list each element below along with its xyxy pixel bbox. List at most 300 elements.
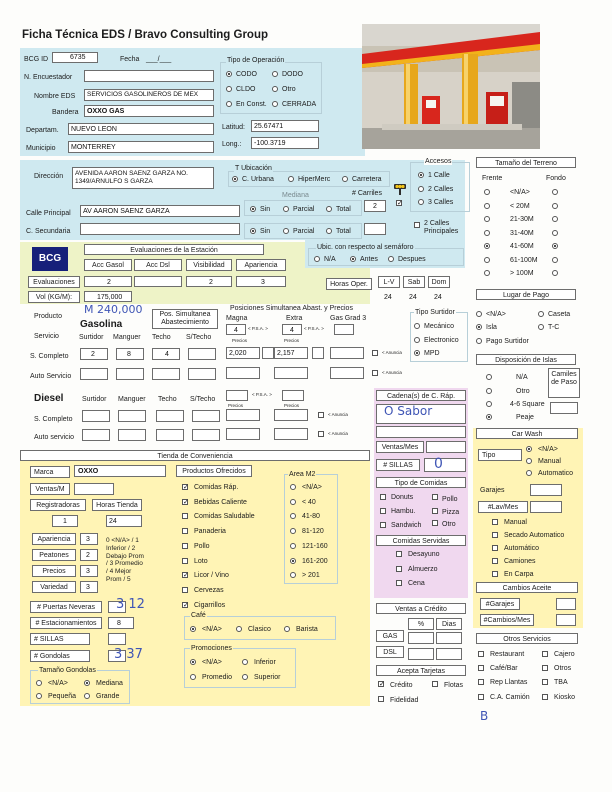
cadena-sillas-field[interactable] <box>424 458 466 472</box>
dsl-auto-manguer-field[interactable] <box>118 429 146 441</box>
footer-handwritten: B <box>480 709 489 723</box>
check-producto-cervezas[interactable] <box>182 587 188 593</box>
radio-mediana-parcial-2[interactable] <box>283 228 289 234</box>
horas-sab-value[interactable]: 24 <box>409 294 417 301</box>
label-electronico: Electronico <box>424 337 459 344</box>
radio-mediana-total-1[interactable] <box>326 206 332 212</box>
gas-auto-extra-field[interactable] <box>274 367 308 379</box>
label-mpd: MPD <box>424 350 440 357</box>
label-cafe-barista: Barista <box>296 626 318 633</box>
label-promo-superior: Superior <box>254 674 281 681</box>
cambios-mes-field[interactable] <box>556 614 576 626</box>
dsl-auto-anuncia-label: < Anuncia <box>328 431 348 436</box>
gas-manguer-field[interactable]: 8 <box>116 348 144 360</box>
ventas-m-field[interactable] <box>74 483 114 495</box>
radio-fondo-20m[interactable] <box>552 203 558 209</box>
gas-auto-anuncia-check[interactable] <box>372 370 378 376</box>
radio-carwash-automatico[interactable] <box>526 470 532 476</box>
marca-field[interactable]: OXXO <box>74 465 166 477</box>
label-cw-automatico: Automático <box>504 545 540 552</box>
label-kiosko: Kiosko <box>554 694 576 701</box>
radio-semaforo-na[interactable] <box>314 256 320 262</box>
dsl-col-techo: Techo <box>158 396 177 403</box>
check-producto-comidas-r-p[interactable] <box>182 484 188 490</box>
radio-semaforo-despues[interactable] <box>388 256 394 262</box>
check-rep-llantas[interactable] <box>478 679 484 685</box>
eval-acc-gasol-field[interactable]: 2 <box>84 276 132 287</box>
dsl-auto-anuncia-check[interactable] <box>318 431 324 437</box>
pos-simultanea-label: Pos. Simultanea Abastecimiento <box>152 309 218 329</box>
radio-frente-n-a[interactable] <box>484 189 490 195</box>
dsl-stecho-field[interactable] <box>192 410 220 422</box>
radio-fondo-61-100m[interactable] <box>552 257 558 263</box>
label-gondolas-pequena: Pequeña <box>48 693 77 700</box>
label-codo: CODO <box>236 71 257 78</box>
cadena-sillas-label: # SILLAS <box>376 459 420 471</box>
dsl-s-completo-label: S. Completo <box>34 416 73 423</box>
eval-col-acc-dsl: Acc Dsl <box>134 259 182 271</box>
radio-semaforo-antes[interactable] <box>350 256 356 262</box>
check-otro-comida[interactable] <box>432 520 438 526</box>
label-mediana-sin-2: Sin <box>260 228 271 235</box>
dsl-col-stecho: S/Techo <box>190 396 216 403</box>
radio-carwash-na[interactable] <box>526 446 532 452</box>
label-pago-isla: Isla <box>486 324 497 331</box>
check-tba[interactable] <box>542 679 548 685</box>
marca-label: Marca <box>30 466 70 478</box>
radio-promo-na[interactable] <box>190 659 196 665</box>
label-producto-comidas-saludable: Comidas Saludable <box>194 513 255 521</box>
bcg-logo: BCG <box>32 247 68 271</box>
camiles-paso-label: Camiles de Paso <box>548 368 580 398</box>
radio-gondolas-mediana[interactable] <box>84 680 90 686</box>
peatones-field[interactable]: 2 <box>80 549 98 561</box>
accesos-check[interactable] <box>396 200 402 206</box>
label-donuts: Donuts <box>391 494 414 501</box>
check-pollo-comida[interactable] <box>432 494 438 500</box>
radio-pago-tc[interactable] <box>538 324 544 330</box>
check-hambu[interactable] <box>380 508 386 514</box>
label-islas-na: N/A <box>516 374 528 381</box>
ubicacion-title: T Ubicación <box>235 165 272 172</box>
radio-frente-21-30m[interactable] <box>484 216 490 222</box>
label-islas-peaje: Peaje <box>516 414 534 421</box>
radio-area-n-a[interactable] <box>290 484 296 490</box>
dsl-col-surtidor: Surtidor <box>82 396 107 403</box>
check-cw-manual[interactable] <box>492 519 498 525</box>
dsl-auto-surtidor-field[interactable] <box>82 429 110 441</box>
radio-fondo-41-60m[interactable] <box>552 243 558 249</box>
calles-principales-check[interactable] <box>414 222 420 228</box>
radio-fondo-31-40m[interactable] <box>552 230 558 236</box>
fecha-label: Fecha <box>120 56 140 63</box>
page-title: Ficha Técnica EDS / Bravo Consulting Group <box>22 29 269 41</box>
radio-c-urbana[interactable] <box>232 176 238 182</box>
gas-auto-techo-field[interactable] <box>152 368 180 380</box>
otros-servicios-title: Otros Servicios <box>476 633 578 644</box>
dsl-precio-2[interactable] <box>274 409 308 421</box>
bcg-id-field[interactable]: 6735 <box>52 52 98 63</box>
label-producto-cigarrillos: Cigarrillos <box>194 601 226 609</box>
label-islas-otro: Otro <box>516 388 530 395</box>
radio-islas-square[interactable] <box>486 401 492 407</box>
accesos-title: Accesos <box>425 158 452 165</box>
radio-mediana-sin-1[interactable] <box>250 206 256 212</box>
label-cldo: CLDO <box>236 86 256 93</box>
tamano-gondolas-title: Tamaño Gondolas <box>39 667 96 674</box>
direccion-label: Dirección <box>34 173 64 180</box>
station-photo <box>362 24 540 149</box>
ventas-m-label: Ventas/M <box>30 483 70 495</box>
radio-frente-61-100m[interactable] <box>484 257 490 263</box>
tipo-surtidor-title: Tipo Surtidor <box>415 309 455 316</box>
dsl-auto-precio-2[interactable] <box>274 428 308 440</box>
gasolina-label: Gasolina <box>80 319 123 330</box>
departamento-field[interactable]: NUEVO LEON <box>68 123 214 135</box>
radio-3-calles[interactable] <box>418 199 424 205</box>
variedad-field[interactable]: 3 <box>80 581 98 593</box>
car-wash-garajes-field[interactable] <box>530 484 562 496</box>
s-completo-label: S. Completo <box>30 353 69 360</box>
longitud-field[interactable]: -100.3719 <box>251 137 319 149</box>
radio-cldo[interactable] <box>226 86 232 92</box>
label-mecanico: Mecánico <box>424 323 454 330</box>
gas-col-techo: Techo <box>152 334 171 341</box>
horas-tienda-field[interactable]: 24 <box>106 515 142 527</box>
radio-mediana-sin-2[interactable] <box>250 228 256 234</box>
radio-gondolas-pequena[interactable] <box>36 693 42 699</box>
gas-stecho-field[interactable] <box>188 348 216 360</box>
label-cw-secado: Secado Automatico <box>504 532 565 539</box>
municipio-label: Municipio <box>26 145 56 152</box>
radio-codo[interactable] <box>226 71 232 77</box>
label-producto-comidas-r-p: Comidas Ráp. <box>194 484 239 491</box>
fecha-value[interactable]: ___/___ <box>146 56 172 63</box>
check-sandwich[interactable] <box>380 522 386 528</box>
lav-mes-label: #Lav/Mes <box>478 501 528 513</box>
eval-col-visibilidad: Visibilidad <box>186 259 232 271</box>
radio-frente-31-40m[interactable] <box>484 230 490 236</box>
check-producto-bebidas-caliente[interactable] <box>182 499 188 505</box>
gas-surtidor-field[interactable]: 2 <box>80 348 108 360</box>
diesel-label: Diesel <box>34 393 64 404</box>
horas-dom-value[interactable]: 24 <box>434 294 442 301</box>
label-area-40: < 40 <box>302 498 316 506</box>
radio-cafe-na[interactable] <box>190 626 196 632</box>
dsl-auto-techo-field[interactable] <box>156 429 184 441</box>
label-producto-loto: Loto <box>194 557 208 565</box>
camiles-paso-field[interactable] <box>550 402 578 414</box>
radio-2-calles[interactable] <box>418 186 424 192</box>
check-producto-panaderia[interactable] <box>182 528 188 534</box>
label-terreno-20m: < 20M <box>510 202 530 210</box>
calle-secundaria-field[interactable] <box>80 223 240 235</box>
radio-frente-100m[interactable] <box>484 270 490 276</box>
credito-dsl-pct[interactable] <box>408 648 434 660</box>
dsl-auto-stecho-field[interactable] <box>192 429 220 441</box>
credito-gas-pct[interactable] <box>408 632 434 644</box>
puertas-neveras-handwritten: 3 12 <box>116 597 145 612</box>
gas-col-stecho: S/Techo <box>186 334 212 341</box>
carriles-field-2[interactable] <box>364 223 386 235</box>
check-cajero[interactable] <box>542 651 548 657</box>
check-producto-comidas-saludable[interactable] <box>182 513 188 519</box>
radio-mpd[interactable] <box>414 350 420 356</box>
label-hambu: Hambu. <box>391 508 416 515</box>
tamano-terreno-title: Tamaño del Terreno <box>476 157 576 168</box>
check-cw-camiones[interactable] <box>492 558 498 564</box>
radio-promo-superior[interactable] <box>242 674 248 680</box>
label-terreno-n-a: <N/A> <box>510 189 530 196</box>
dsl-precios-label-1: Precios <box>228 403 244 408</box>
dsl-precio-1[interactable] <box>226 409 260 421</box>
horas-col-dom: Dom <box>428 276 450 288</box>
apariencia-label: Apariencia <box>32 533 76 545</box>
radio-gondolas-grande[interactable] <box>84 693 90 699</box>
eval-col-acc-gasol: Acc Gasol <box>84 259 132 271</box>
label-cafe-clasico: Clasico <box>248 626 271 633</box>
carriles-label: # Carriles <box>352 190 382 197</box>
radio-en-const[interactable] <box>226 101 232 107</box>
label-cafe-bar: Café/Bar <box>490 665 518 672</box>
label-producto-pollo: Pollo <box>194 542 210 550</box>
credito-col-pct: % <box>408 618 434 630</box>
gas-auto-stecho-field[interactable] <box>188 368 216 380</box>
radio-carwash-manual[interactable] <box>526 458 532 464</box>
lugar-pago-title: Lugar de Pago <box>476 289 576 300</box>
precios-tienda-label: Precios <box>32 565 76 577</box>
gas-techo-field[interactable]: 4 <box>152 348 180 360</box>
registradoras-field[interactable]: 1 <box>52 515 78 527</box>
mediana-label: Mediana <box>282 192 309 199</box>
dsl-pos-1[interactable] <box>226 390 248 401</box>
radio-otro-operacion[interactable] <box>272 86 278 92</box>
extra-pos-field[interactable]: 4 <box>282 324 302 335</box>
check-cafe-bar[interactable] <box>478 665 484 671</box>
evaluaciones-title: Evaluaciones de la Estación <box>84 244 264 255</box>
label-mediana-sin-1: Sin <box>260 206 271 213</box>
radio-fondo-n-a[interactable] <box>552 189 558 195</box>
gas-auto-surtidor-field[interactable] <box>80 368 108 380</box>
gas-auto-grad3-field[interactable] <box>330 367 364 379</box>
check-producto-pollo[interactable] <box>182 543 188 549</box>
radio-area-121-160[interactable] <box>290 543 296 549</box>
calle-secundaria-label: C. Secundaria <box>26 228 71 235</box>
apariencia-field[interactable]: 3 <box>80 533 98 545</box>
check-cw-secado[interactable] <box>492 532 498 538</box>
radio-mediana-parcial-1[interactable] <box>283 206 289 212</box>
radio-hipermerc[interactable] <box>288 176 294 182</box>
extra-precio-field[interactable]: 2,157 <box>274 347 308 359</box>
label-terreno-31-40m: 31-40M <box>510 229 534 237</box>
magna-precios-label: Precios <box>232 338 248 343</box>
tipo-comidas-title: Tipo de Comidas <box>376 477 466 488</box>
label-tba: TBA <box>554 679 568 686</box>
producto-label: Producto <box>34 313 63 320</box>
label-area-81-120: 81-120 <box>302 528 324 536</box>
gas-auto-magna-field[interactable] <box>226 367 260 379</box>
magna-anuncia-field[interactable] <box>262 347 274 359</box>
radio-dodo[interactable] <box>272 71 278 77</box>
check-pizza[interactable] <box>432 508 438 514</box>
encuestador-label: N. Encuestador <box>24 74 73 81</box>
horas-tienda-label: Horas Tienda <box>92 499 142 511</box>
check-producto-loto[interactable] <box>182 558 188 564</box>
check-cw-carpa[interactable] <box>492 571 498 577</box>
magna-precio-field[interactable]: 2,020 <box>226 347 260 359</box>
label-mediana-total-1: Total <box>336 206 351 213</box>
horas-col-sab: Sab <box>403 276 425 288</box>
dsl-techo-field[interactable] <box>156 410 184 422</box>
dsl-pos-2[interactable] <box>282 390 304 401</box>
cadena-field-2[interactable] <box>376 426 466 438</box>
label-promo-na: <N/A> <box>202 659 222 666</box>
check-otros[interactable] <box>542 665 548 671</box>
magna-pos-field[interactable]: 4 <box>226 324 246 335</box>
label-credito: Crédito <box>390 682 413 689</box>
radio-fondo-21-30m[interactable] <box>552 216 558 222</box>
bcg-id-label: BCG ID <box>24 56 49 63</box>
radio-cerrada[interactable] <box>272 101 278 107</box>
puertas-neveras-label: # Puertas Neveras <box>30 601 102 613</box>
carriles-field[interactable]: 2 <box>364 200 386 212</box>
label-area-121-160: 121-160 <box>302 542 328 550</box>
dsl-auto-precio-1[interactable] <box>226 428 260 440</box>
label-mediana-total-2: Total <box>336 228 351 235</box>
lav-mes-field[interactable] <box>530 501 562 513</box>
cadena-sillas-handwritten: 0 <box>434 456 443 472</box>
tienda-sillas-field[interactable] <box>108 633 126 645</box>
tarjetas-title: Acepta Tarjetas <box>376 665 466 676</box>
ventas-mes-field[interactable] <box>426 441 466 453</box>
label-gondolas-grande: Grande <box>96 693 120 700</box>
calle-principal-field[interactable]: AV AARON SAENZ GARZA <box>80 205 240 217</box>
check-cena[interactable] <box>396 580 402 586</box>
check-cw-automatico[interactable] <box>492 545 498 551</box>
radio-mecanico[interactable] <box>414 323 420 329</box>
label-producto-panaderia: Panaderia <box>194 528 226 536</box>
municipio-field[interactable]: MONTERREY <box>68 141 214 153</box>
radio-frente-41-60m[interactable] <box>484 243 490 249</box>
label-otro-comida: Otro <box>442 521 456 528</box>
radio-pago-isla[interactable] <box>476 324 482 330</box>
bandera-field[interactable]: OXXO GAS <box>84 105 214 117</box>
vol-field[interactable]: 175,000 <box>84 291 132 302</box>
radio-area-40[interactable] <box>290 499 296 505</box>
productos-title: Productos Ofrecidos <box>176 465 252 477</box>
vol-label: Vol (KG/M): <box>28 291 80 303</box>
check-donuts[interactable] <box>380 494 386 500</box>
radio-mediana-total-2[interactable] <box>326 228 332 234</box>
credito-dsl-dias[interactable] <box>436 648 462 660</box>
label-hipermerc: HiperMerc <box>298 176 331 183</box>
direccion-field[interactable]: AVENIDA AARON SAENZ GARZA NO. 1349/ARNULFO S GARZA <box>72 167 214 189</box>
label-otros: Otros <box>554 665 572 672</box>
label-cw-manual: Manual <box>504 519 527 526</box>
radio-fondo-100m[interactable] <box>552 270 558 276</box>
precios-tienda-field[interactable]: 3 <box>80 565 98 577</box>
estacionamientos-field[interactable]: 8 <box>108 617 134 629</box>
label-promo-promedio: Promedio <box>202 674 232 681</box>
radio-pago-na[interactable] <box>476 311 482 317</box>
label-cena: Cena <box>408 580 425 587</box>
check-fidelidad[interactable] <box>378 696 384 702</box>
radio-cafe-clasico[interactable] <box>236 626 242 632</box>
label-desayuno: Desayuno <box>408 551 440 558</box>
eval-acc-dsl-field[interactable] <box>134 276 182 287</box>
radio-carretera[interactable] <box>342 176 348 182</box>
radio-islas-peaje[interactable] <box>486 414 492 420</box>
gondolas-handwritten: 3 37 <box>114 647 143 662</box>
radio-electronico[interactable] <box>414 337 420 343</box>
radio-cafe-barista[interactable] <box>284 626 290 632</box>
check-desayuno[interactable] <box>396 551 402 557</box>
label-pago-na: <N/A> <box>486 311 506 318</box>
dsl-anuncia-check[interactable] <box>318 412 324 418</box>
radio-promo-promedio[interactable] <box>190 674 196 680</box>
radio-1-calle[interactable] <box>418 172 424 178</box>
radio-gondolas-na[interactable] <box>36 680 42 686</box>
horas-lv-value[interactable]: 24 <box>384 294 392 301</box>
label-almuerzo: Almuerzo <box>408 566 438 573</box>
aceite-garajes-field[interactable] <box>556 598 576 610</box>
gas-anuncia-check[interactable] <box>372 350 378 356</box>
check-almuerzo[interactable] <box>396 566 402 572</box>
extra-anuncia-field[interactable] <box>312 347 324 359</box>
estacionamientos-label: # Estacionamientos <box>30 617 102 629</box>
radio-islas-na[interactable] <box>486 374 492 380</box>
semaforo-title: Ubic. con respecto al semáforo <box>317 244 414 251</box>
ventas-credito-title: Ventas a Crédito <box>376 603 466 614</box>
radio-pago-caseta[interactable] <box>538 311 544 317</box>
check-producto-cigarrillos[interactable] <box>182 602 188 608</box>
label-carwash-automatico: Automatico <box>538 470 574 477</box>
nombre-eds-label: Nombre EDS <box>34 93 76 100</box>
label-en-const: En Const. <box>236 101 267 108</box>
cadena-title: Cadena(s) de C. Ráp. <box>376 390 466 401</box>
gas-grad3-label: Gas Grad 3 <box>330 315 367 322</box>
cambios-mes-label: #Cambios/Mes <box>480 614 534 626</box>
encuestador-field[interactable] <box>84 70 214 82</box>
latitud-field[interactable]: 25.67471 <box>251 120 319 132</box>
radio-frente-20m[interactable] <box>484 203 490 209</box>
check-producto-licor-vino[interactable] <box>182 572 188 578</box>
radio-islas-otro[interactable] <box>486 388 492 394</box>
calle-principal-label: Calle Principal <box>26 210 71 217</box>
check-credito[interactable] <box>378 681 384 687</box>
check-ca-camion[interactable] <box>478 694 484 700</box>
check-flotas[interactable] <box>432 681 438 687</box>
eval-visibilidad-field[interactable]: 2 <box>186 276 232 287</box>
radio-area-161-200[interactable] <box>290 558 296 564</box>
grad3-precio-field[interactable] <box>330 347 364 359</box>
check-restaurant[interactable] <box>478 651 484 657</box>
credito-gas-dias[interactable] <box>436 632 462 644</box>
check-kiosko[interactable] <box>542 694 548 700</box>
gas-auto-manguer-field[interactable] <box>116 368 144 380</box>
dsl-surtidor-field[interactable] <box>82 410 110 422</box>
radio-promo-inferior[interactable] <box>242 659 248 665</box>
dsl-manguer-field[interactable] <box>118 410 146 422</box>
grad3-pos-field[interactable] <box>334 324 354 335</box>
tipo-operacion-title: Tipo de Operación <box>227 57 285 64</box>
nombre-eds-field[interactable]: SERVICIOS GASOLINEROS DE MEX <box>84 89 214 101</box>
radio-pago-surtidor[interactable] <box>476 338 482 344</box>
label-otro-operacion: Otro <box>282 86 296 93</box>
label-pollo-comida: Pollo <box>442 496 458 503</box>
peatones-label: Peatones <box>32 549 76 561</box>
eval-apariencia-field[interactable]: 3 <box>236 276 286 287</box>
